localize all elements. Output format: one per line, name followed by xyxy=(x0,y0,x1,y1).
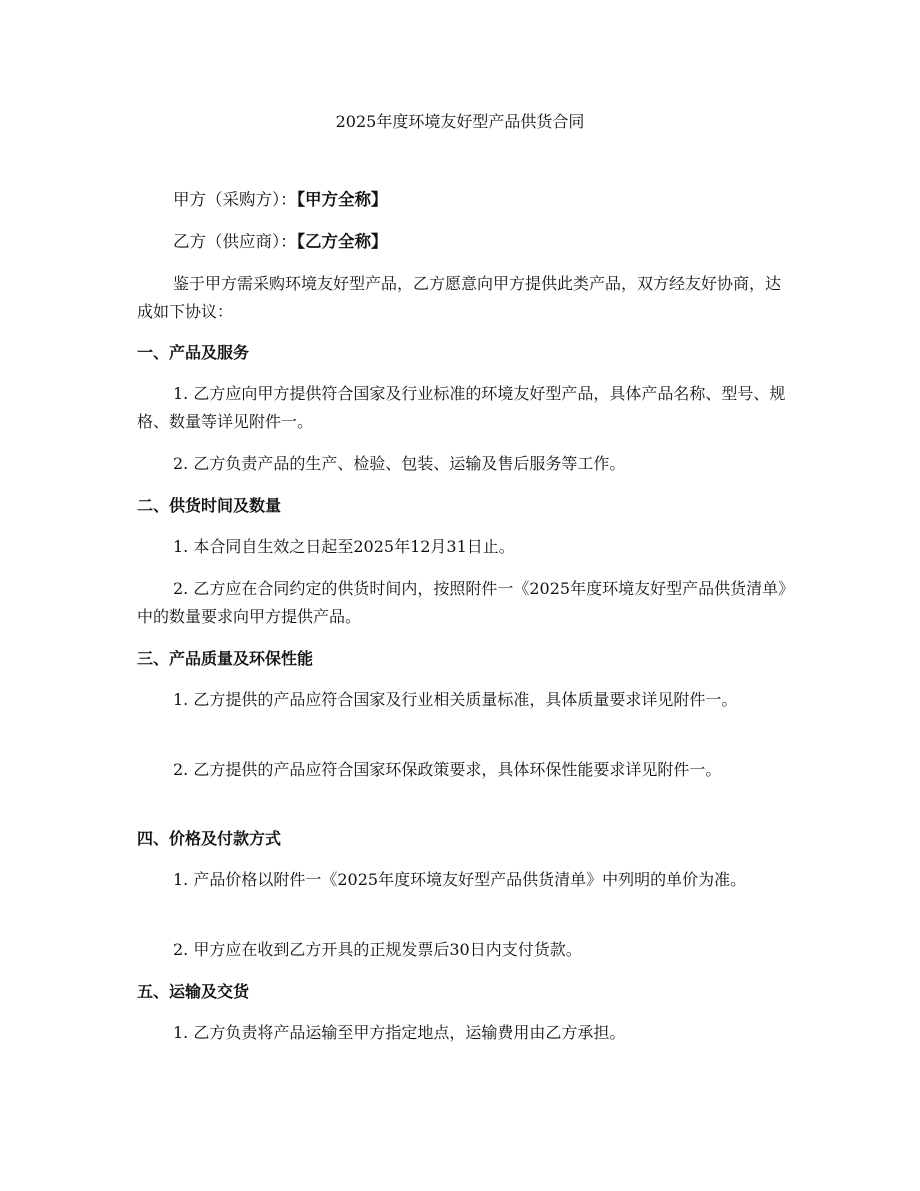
clause-2-1: 1. 本合同自生效之日起至2025年12月31日止。 xyxy=(173,537,515,556)
party-b-label: 乙方（供应商）： xyxy=(173,232,297,251)
clause-4-2: 2. 甲方应在收到乙方开具的正规发票后30日内支付货款。 xyxy=(173,940,582,959)
party-b-line xyxy=(137,228,787,256)
clause-4-1: 1. 产品价格以附件一《2025年度环境友好型产品供货清单》中列明的单价为准。 xyxy=(173,870,747,889)
party-a-value: 【甲方全称】 xyxy=(296,190,388,209)
section-heading-5: 五、运输及交货 xyxy=(137,982,250,1001)
clause-1-2: 2. 乙方负责产品的生产、检验、包装、运输及售后服务等工作。 xyxy=(173,454,626,473)
clause-3-1: 1. 乙方提供的产品应符合国家及行业相关质量标准，具体质量要求详见附件一。 xyxy=(173,690,738,709)
party-a-line xyxy=(137,186,787,214)
clause-5-1: 1. 乙方负责将产品运输至甲方指定地点，运输费用由乙方承担。 xyxy=(173,1023,626,1042)
section-heading-1: 一、产品及服务 xyxy=(137,343,250,362)
clause-2-2: 2. 乙方应在合同约定的供货时间内，按照附件一《2025年度环境友好型产品供货清单》中的数量要求向甲方提供产品。 xyxy=(137,579,787,626)
party-a-label: 甲方（采购方）： xyxy=(173,190,297,209)
clause-3-2: 2. 乙方提供的产品应符合国家环保政策要求，具体环保性能要求详见附件一。 xyxy=(173,760,722,779)
section-heading-3: 三、产品质量及环保性能 xyxy=(137,649,314,668)
party-b-value: 【乙方全称】 xyxy=(296,232,388,251)
section-heading-2: 二、供货时间及数量 xyxy=(137,496,282,515)
document-title: 2025年度环境友好型产品供货合同 xyxy=(335,112,585,131)
clause-1-1: 1. 乙方应向甲方提供符合国家及行业标准的环境友好型产品，具体产品名称、型号、规格、数量等详见附件一。 xyxy=(137,384,786,431)
preamble-paragraph: 鉴于甲方需采购环境友好型产品，乙方愿意向甲方提供此类产品，双方经友好协商，达成如下协议： xyxy=(137,274,782,321)
section-heading-4: 四、价格及付款方式 xyxy=(137,829,282,848)
